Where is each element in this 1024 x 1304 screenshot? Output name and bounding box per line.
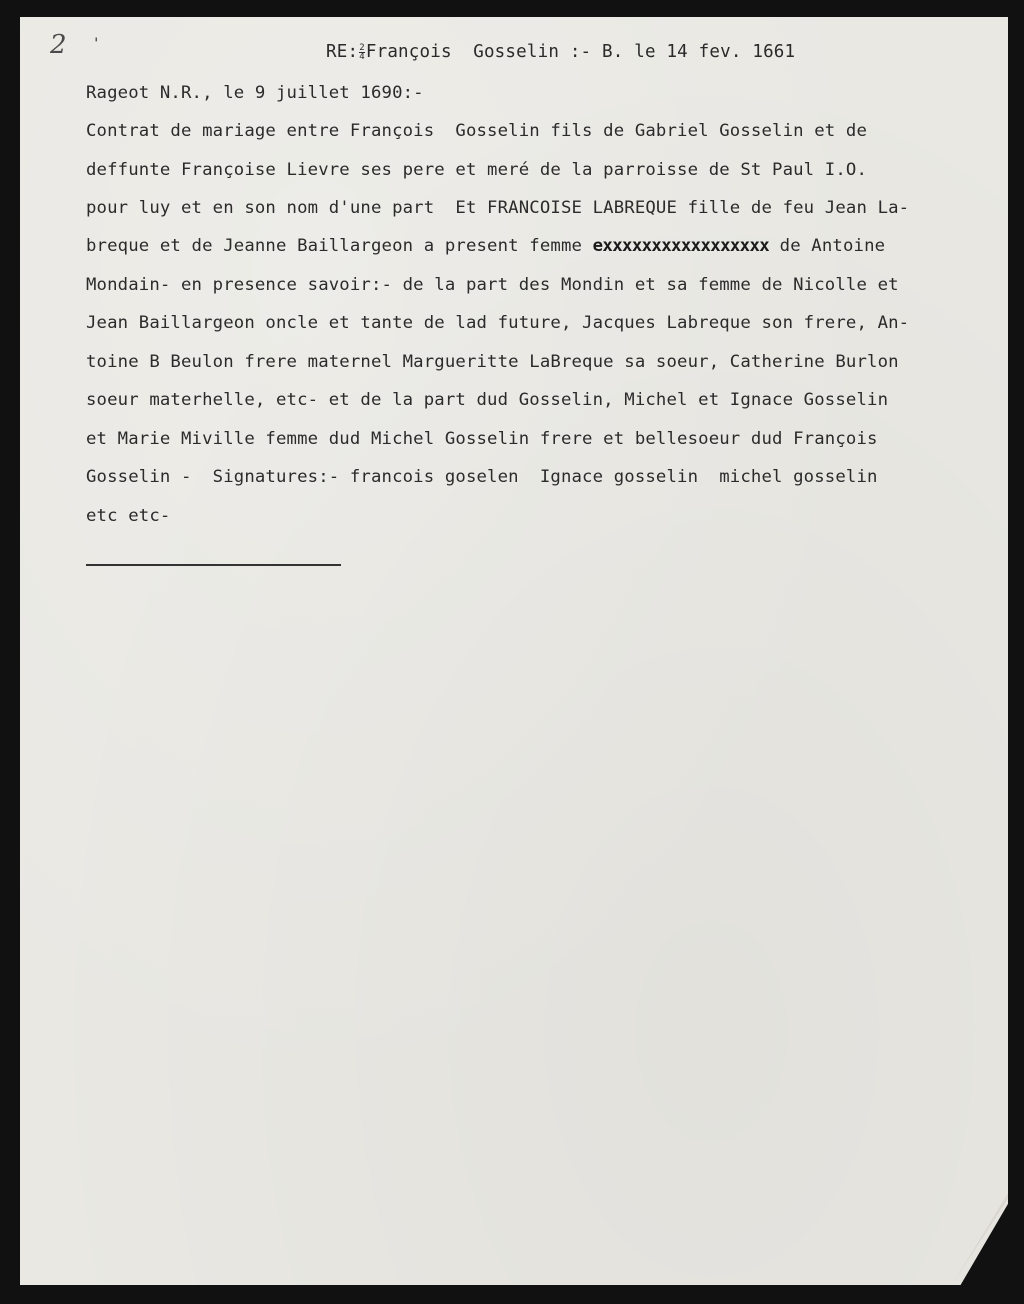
struck-out-text: exxxxxxxxxxxxxxxxx <box>592 236 770 256</box>
body-line: Contrat de mariage entre François Gosselin fils de Gabriel Gosselin et de <box>86 121 868 141</box>
body-line: soeur materhelle, etc- et de la part dud Gosselin, Michel et Ignace Gosselin <box>86 390 889 410</box>
body-line: et Marie Miville femme dud Michel Gosselin frere et bellesoeur dud François <box>86 429 878 449</box>
body-line: Jean Baillargeon oncle et tante de lad future, Jacques Labreque son frere, An- <box>86 313 910 333</box>
body-line <box>86 236 885 256</box>
heading-fraction <box>359 44 365 61</box>
fraction-numerator: 2 <box>359 42 365 53</box>
closing-rule <box>86 564 341 566</box>
heading-text: François Gosselin :- B. le 14 fev. 1661 <box>365 42 796 62</box>
body-line-end: de Antoine <box>769 236 886 256</box>
body-line: Gosselin - Signatures:- francois goselen Ignace gosselin michel gosselin <box>86 467 878 487</box>
body-line-start: breque et de Jeanne Baillargeon a present femme <box>86 236 593 256</box>
document-subtitle: Rageot N.R., le 9 juillet 1690:- <box>86 83 424 103</box>
fraction-denominator: 4 <box>359 51 365 62</box>
body-line: pour luy et en son nom d'une part Et FRANCOISE LABREQUE fille de feu Jean La- <box>86 198 910 218</box>
body-line: Mondain- en presence savoir:- de la part des Mondin et sa femme de Nicolle et <box>86 275 899 295</box>
page-number: 2 <box>50 30 67 60</box>
body-line: etc etc- <box>86 506 171 526</box>
body-line: deffunte Françoise Lievre ses pere et meré de la parroisse de St Paul I.O. <box>86 160 868 180</box>
tick-mark: ' <box>92 36 101 52</box>
body-line: toine B Beulon frere maternel Margueritte LaBreque sa soeur, Catherine Burlon <box>86 352 899 372</box>
document-heading <box>326 42 795 62</box>
heading-prefix: RE: <box>326 42 359 62</box>
